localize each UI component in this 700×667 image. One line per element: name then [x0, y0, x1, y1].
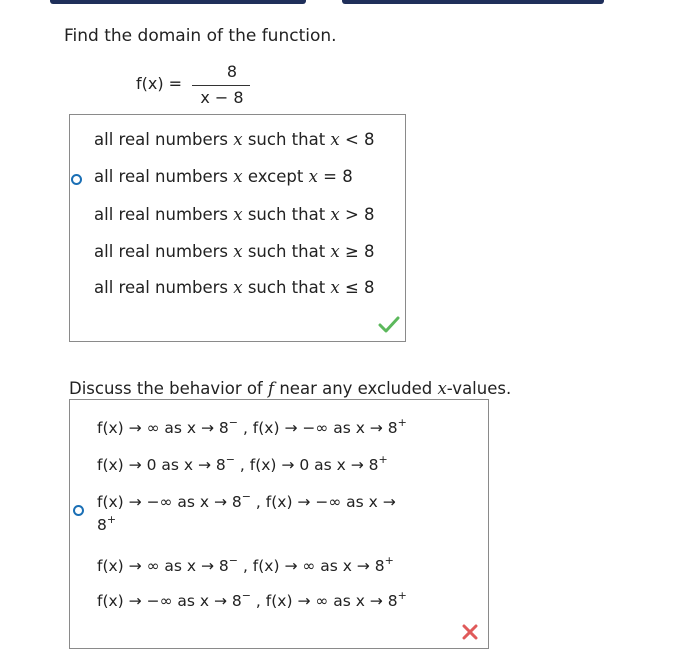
fraction-bar [192, 85, 250, 86]
behavior-option-5[interactable]: f(x) → −∞ as x → 8− , f(x) → ∞ as x → 8+ [97, 589, 407, 610]
function-expression [136, 62, 276, 108]
behavior-option-1[interactable]: f(x) → ∞ as x → 8− , f(x) → −∞ as x → 8+ [97, 416, 407, 437]
check-icon [378, 315, 400, 333]
behavior-option-3[interactable]: f(x) → −∞ as x → 8− , f(x) → −∞ as x → [97, 490, 396, 511]
function-denominator: x − 8 [200, 88, 244, 107]
domain-option-4[interactable]: all real numbers x such that x ≥ 8 [94, 242, 375, 261]
behavior-option-4[interactable]: f(x) → ∞ as x → 8− , f(x) → ∞ as x → 8+ [97, 554, 394, 575]
radio-selected-icon-2[interactable] [73, 505, 84, 516]
domain-option-1[interactable]: all real numbers x such that x < 8 [94, 130, 375, 149]
top-tab-bar-left [50, 0, 306, 4]
top-tab-bar-right [342, 0, 604, 4]
function-lhs: f(x) = [136, 74, 183, 93]
behavior-option-3-line2[interactable]: 8+ [97, 513, 117, 534]
radio-selected-icon[interactable] [71, 174, 82, 185]
domain-option-3[interactable]: all real numbers x such that x > 8 [94, 205, 375, 224]
domain-option-2[interactable]: all real numbers x except x = 8 [94, 167, 353, 186]
question1-prompt: Find the domain of the function. [64, 26, 337, 46]
domain-option-5[interactable]: all real numbers x such that x ≤ 8 [94, 278, 375, 297]
function-numerator: 8 [226, 62, 238, 81]
behavior-option-2[interactable]: f(x) → 0 as x → 8− , f(x) → 0 as x → 8+ [97, 453, 388, 474]
question2-prompt: Discuss the behavior of f near any excluded x-values. [69, 379, 512, 398]
x-mark-icon [461, 623, 479, 641]
